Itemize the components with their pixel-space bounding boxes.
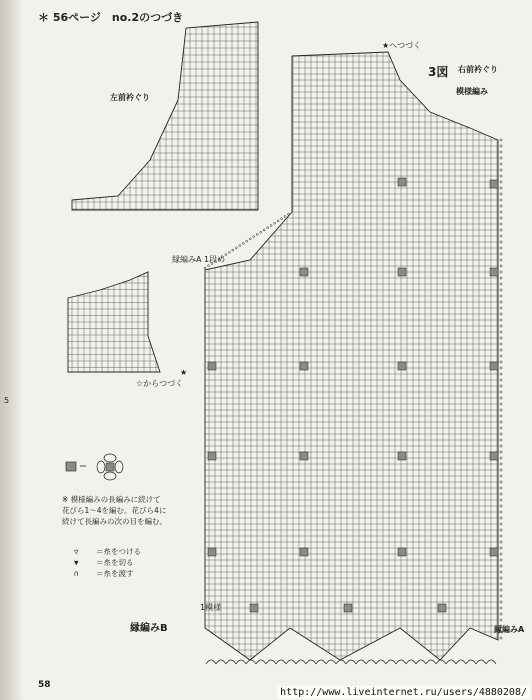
edging-stitch xyxy=(500,547,502,549)
edging-stitch xyxy=(500,241,502,243)
edging-stitch xyxy=(500,391,502,393)
flower-motif-icon xyxy=(106,463,114,471)
filled-square-icon xyxy=(344,604,352,612)
edging-stitch xyxy=(500,319,502,321)
edging-stitch xyxy=(207,265,209,267)
edging-stitch xyxy=(500,469,502,471)
pattern-stitch-label: 模様編み xyxy=(456,87,488,96)
edging-stitch xyxy=(500,235,502,237)
edging-stitch xyxy=(500,619,502,621)
legend-label: ＝糸をつける xyxy=(96,547,141,556)
edging-stitch xyxy=(500,421,502,423)
filled-square-icon xyxy=(490,362,498,370)
edging-stitch xyxy=(228,251,230,253)
filled-square-icon xyxy=(66,462,76,471)
filled-square-icon xyxy=(300,362,308,370)
edging-stitch xyxy=(500,229,502,231)
edging-stitch xyxy=(500,475,502,477)
flower-motif-icon xyxy=(104,472,116,480)
edging-stitch xyxy=(500,223,502,225)
legend-label: ＝糸を切る xyxy=(96,558,134,567)
edging-stitch xyxy=(500,205,502,207)
edging-stitch xyxy=(204,267,206,269)
filled-square-icon xyxy=(398,178,406,186)
edging-stitch xyxy=(500,187,502,189)
edging-stitch xyxy=(500,181,502,183)
note-line-1: ※ 模様編みの長編みに続けて xyxy=(62,495,161,504)
edging-stitch xyxy=(500,337,502,339)
stitch-grid xyxy=(70,20,260,212)
edging-stitch xyxy=(500,553,502,555)
edging-stitch xyxy=(500,529,502,531)
edging-stitch xyxy=(500,361,502,363)
edging-stitch xyxy=(500,403,502,405)
edging-stitch xyxy=(500,331,502,333)
edging-stitch xyxy=(260,231,262,233)
edging-stitch xyxy=(500,277,502,279)
edging-stitch xyxy=(242,242,244,244)
edging-stitch xyxy=(267,227,269,229)
filled-square-icon xyxy=(208,362,216,370)
carry-yarn-icon: ∩ xyxy=(74,569,79,578)
edging-stitch xyxy=(500,199,502,201)
edging-a1-label: 縁編みA 1段め xyxy=(172,255,226,264)
grid-lines xyxy=(70,20,260,212)
edging-stitch xyxy=(500,571,502,573)
legend-carry-yarn xyxy=(74,568,141,579)
edging-stitch xyxy=(500,259,502,261)
edging-stitch xyxy=(500,175,502,177)
edging-stitch xyxy=(500,247,502,249)
continue-from-mark: ☆からつづく xyxy=(136,379,184,388)
edging-stitch xyxy=(500,613,502,615)
grid-lines xyxy=(203,50,500,662)
edging-stitch xyxy=(500,523,502,525)
legend-attach-yarn xyxy=(74,546,141,557)
edging-stitch xyxy=(500,397,502,399)
edging-stitch xyxy=(500,253,502,255)
edging-a-label: 縁編みA xyxy=(494,625,525,634)
filled-square-icon xyxy=(300,452,308,460)
edging-stitch xyxy=(284,215,286,217)
edging-stitch xyxy=(500,139,502,141)
filled-square-icon xyxy=(490,548,498,556)
figure-number: 3図 xyxy=(428,65,449,79)
edging-stitch xyxy=(500,211,502,213)
one-pattern-label: 1模様 xyxy=(200,603,222,612)
watermark-url: http://www.liveinternet.ru/users/4880208/ xyxy=(277,686,530,699)
edging-stitch xyxy=(277,220,279,222)
edging-stitch xyxy=(500,493,502,495)
edging-stitch xyxy=(263,229,265,231)
edging-stitch xyxy=(288,213,290,215)
edging-stitch xyxy=(500,163,502,165)
edging-stitch xyxy=(500,151,502,153)
edging-stitch xyxy=(500,325,502,327)
edging-stitch xyxy=(500,487,502,489)
filled-square-icon xyxy=(398,268,406,276)
edging-stitch xyxy=(500,265,502,267)
flower-motif-icon xyxy=(115,461,123,473)
filled-square-icon xyxy=(490,180,498,188)
edging-b-label: 縁編みB xyxy=(130,623,168,634)
edging-stitch xyxy=(500,511,502,513)
edging-stitch xyxy=(500,307,502,309)
edging-stitch xyxy=(281,218,283,220)
edging-stitch xyxy=(500,445,502,447)
edging-stitch xyxy=(500,409,502,411)
page-number: 58 xyxy=(38,680,51,690)
filled-square-icon xyxy=(208,452,216,460)
edging-stitch xyxy=(500,559,502,561)
edging-stitch xyxy=(500,295,502,297)
edging-stitch xyxy=(500,385,502,387)
star-mark: ★ xyxy=(180,368,188,377)
edging-stitch xyxy=(500,457,502,459)
edging-stitch xyxy=(239,245,241,247)
filled-square-icon xyxy=(438,604,446,612)
edging-stitch xyxy=(500,355,502,357)
edging-stitch xyxy=(500,595,502,597)
edging-stitch xyxy=(246,240,248,242)
edging-stitch xyxy=(500,193,502,195)
edging-stitch xyxy=(500,415,502,417)
edging-stitch xyxy=(500,565,502,567)
edging-stitch xyxy=(500,145,502,147)
stitch-grid xyxy=(203,50,500,662)
edging-stitch xyxy=(500,427,502,429)
filled-square-icon xyxy=(300,268,308,276)
right-front-neck-label: 右前衿ぐり xyxy=(458,65,498,74)
edging-stitch xyxy=(500,349,502,351)
edging-stitch xyxy=(500,505,502,507)
flower-motif-icon xyxy=(97,461,105,473)
edging-stitch xyxy=(500,541,502,543)
edging-stitch xyxy=(500,373,502,375)
edging-stitch xyxy=(256,233,258,235)
edging-stitch xyxy=(500,451,502,453)
edging-stitch xyxy=(500,481,502,483)
edging-stitch xyxy=(270,224,272,226)
filled-square-icon xyxy=(208,548,216,556)
note-line-2: 花びら1〜4を編む。花びら4に xyxy=(62,506,167,515)
edging-stitch xyxy=(500,439,502,441)
edging-stitch xyxy=(500,283,502,285)
edging-stitch xyxy=(500,637,502,639)
edging-stitch xyxy=(500,313,502,315)
attach-yarn-icon: ▽ xyxy=(74,547,79,556)
edging-stitch xyxy=(500,517,502,519)
chart-outline xyxy=(72,22,258,210)
filled-square-icon xyxy=(398,548,406,556)
edging-stitch xyxy=(500,463,502,465)
edging-stitch xyxy=(225,254,227,256)
legend-label: ＝糸を渡す xyxy=(96,569,134,578)
edging-stitch xyxy=(249,238,251,240)
edging-stitch xyxy=(500,169,502,171)
edging-stitch xyxy=(500,583,502,585)
edging-stitch xyxy=(500,607,502,609)
note-line-3: 続けて長編みの次の目を編む。 xyxy=(62,517,167,526)
legend-cut-yarn xyxy=(74,557,141,568)
edging-stitch xyxy=(274,222,276,224)
cut-yarn-icon: ▼ xyxy=(74,558,79,567)
edging-stitch xyxy=(500,601,502,603)
left-front-neck-label: 左前衿ぐり xyxy=(110,93,150,102)
filled-square-icon xyxy=(490,268,498,276)
edging-stitch xyxy=(500,535,502,537)
edging-stitch xyxy=(500,289,502,291)
scallop-edging xyxy=(206,660,496,664)
symbol-legend xyxy=(74,546,141,579)
filled-square-icon xyxy=(398,362,406,370)
filled-square-icon xyxy=(490,452,498,460)
edging-stitch xyxy=(500,157,502,159)
filled-square-icon xyxy=(250,604,258,612)
edging-stitch xyxy=(253,236,255,238)
edging-stitch xyxy=(500,589,502,591)
page-header: ＊ 56ページ no.2のつづき xyxy=(38,11,184,24)
edging-stitch xyxy=(232,249,234,251)
edging-stitch xyxy=(500,271,502,273)
edging-stitch xyxy=(500,577,502,579)
continue-to-mark: ★へつづく xyxy=(382,41,422,50)
flower-motif-icon xyxy=(104,454,116,462)
edging-stitch xyxy=(500,343,502,345)
edging-stitch xyxy=(500,379,502,381)
motif-note xyxy=(62,494,167,527)
edging-stitch xyxy=(500,367,502,369)
edging-stitch xyxy=(235,247,237,249)
filled-square-icon xyxy=(398,452,406,460)
filled-square-icon xyxy=(300,548,308,556)
edging-stitch xyxy=(500,499,502,501)
edging-stitch xyxy=(500,217,502,219)
edging-stitch xyxy=(500,433,502,435)
edging-stitch xyxy=(500,301,502,303)
side-page-number: 5 xyxy=(4,396,10,405)
